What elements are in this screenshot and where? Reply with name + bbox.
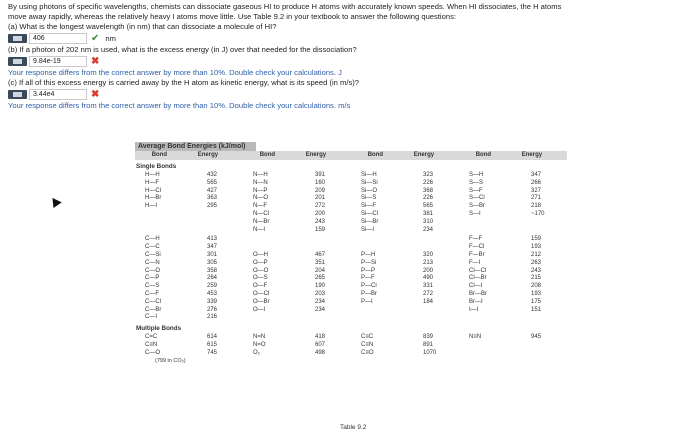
table-row: [459, 188, 567, 196]
table-row: [243, 291, 351, 299]
x-icon: ✖: [91, 55, 100, 67]
table-row: [459, 275, 567, 283]
bond-name: O—S: [253, 275, 268, 282]
table-row: [243, 268, 351, 276]
table-row: [459, 299, 567, 307]
single-bonds-section: [135, 172, 567, 322]
bond-name: N=O: [253, 341, 266, 348]
bond-block: [135, 334, 567, 363]
table-row: [135, 268, 243, 276]
bond-energy: 891: [423, 341, 434, 348]
bond-energy: 263: [531, 259, 542, 266]
bond-energy: 351: [315, 259, 326, 266]
table-row: [459, 260, 567, 268]
header-energy: Energy: [521, 152, 543, 158]
bond-column: [351, 172, 459, 234]
bond-name: C—O: [145, 267, 160, 274]
table-row: [351, 291, 459, 299]
table-row: [135, 314, 243, 322]
bond-energy: 565: [423, 203, 434, 210]
bond-name: C—Br: [145, 306, 162, 313]
bond-name: Si—O: [361, 187, 378, 194]
bond-energy: 184: [423, 298, 434, 305]
header-bond: Bond: [259, 152, 276, 158]
question-b: (b) If a photon of 202 nm is used, what is the excess energy (in J) over that needed for the dissociation?: [8, 45, 357, 54]
bond-block: [135, 172, 567, 234]
bond-energy: 175: [531, 298, 542, 305]
table-row: [351, 268, 459, 276]
bond-energy: 201: [315, 195, 326, 202]
bond-energy-table: [135, 142, 567, 364]
bond-energy: 413: [207, 236, 218, 243]
bond-name: Cl—Br: [469, 275, 487, 282]
answer-c-input[interactable]: 3.44e4: [29, 89, 87, 100]
table-row: [459, 180, 567, 188]
bond-energy: 839: [423, 334, 434, 341]
bond-energy: 565: [207, 179, 218, 186]
table-row: [243, 236, 351, 244]
bond-name: S—F: [469, 187, 483, 194]
bond-name: H—I: [145, 203, 157, 210]
bond-energy: 295: [207, 203, 218, 210]
table-row: [459, 236, 567, 244]
bond-energy: 271: [531, 195, 542, 202]
bond-name: Si—H: [361, 172, 377, 178]
table-row: [243, 244, 351, 252]
table-row: [351, 180, 459, 188]
bond-name: O—F: [253, 283, 268, 290]
bond-name: P—Si: [361, 259, 377, 266]
bond-energy: 208: [531, 283, 542, 290]
table-row: [135, 180, 243, 188]
table-row: [351, 227, 459, 235]
table-row: [351, 252, 459, 260]
table-row: [459, 268, 567, 276]
bond-column: [243, 172, 351, 234]
table-row: [135, 252, 243, 260]
bond-energy: 265: [315, 275, 326, 282]
bond-energy: 272: [315, 203, 326, 210]
check-icon: ✔: [91, 32, 100, 44]
bond-energy: 363: [207, 195, 218, 202]
bond-energy: 259: [207, 283, 218, 290]
bond-energy: 215: [531, 275, 542, 282]
bond-energy: ~170: [531, 210, 545, 217]
bond-name: N—Cl: [253, 210, 269, 217]
bond-name: C—Cl: [145, 298, 161, 305]
bond-name: F—F: [469, 236, 483, 243]
bond-name: Si—Cl: [361, 210, 379, 217]
table-row: [135, 188, 243, 196]
answer-row-b: [8, 56, 696, 67]
bond-name: S—Br: [469, 203, 486, 210]
answer-a-input[interactable]: 406: [29, 33, 87, 44]
table-row: [459, 334, 567, 342]
bond-name: C—N: [145, 259, 160, 266]
table-row: [135, 291, 243, 299]
bond-column: [351, 236, 459, 322]
single-bonds-label: Single Bonds: [136, 163, 177, 170]
table-row: [351, 211, 459, 219]
header-bond: Bond: [367, 152, 384, 158]
bond-column: [243, 236, 351, 322]
bond-energy: 945: [531, 334, 542, 341]
mouse-cursor-icon: [48, 195, 61, 208]
table-row: [135, 172, 243, 180]
bond-energy: 190: [315, 283, 326, 290]
bond-column: [459, 236, 567, 322]
bond-name: Si—S: [361, 195, 377, 202]
table-row: [243, 211, 351, 219]
table-row: [135, 350, 243, 358]
bond-name: O—O: [253, 267, 269, 274]
bond-energy: 347: [207, 244, 218, 251]
bond-name: C—I: [145, 314, 157, 321]
bond-energy: 218: [531, 203, 542, 210]
feedback-b: Your response differs from the correct answer by more than 10%. Double check your calculations. J: [8, 68, 342, 77]
bond-name: N—I: [253, 226, 265, 233]
table-row: [135, 275, 243, 283]
bond-name: F—I: [469, 259, 481, 266]
bond-energy: 193: [531, 290, 542, 297]
bond-energy: 323: [423, 172, 434, 178]
table-row: [135, 307, 243, 315]
table-row: [351, 244, 459, 252]
table-row: [351, 219, 459, 227]
bond-name: C—H: [145, 236, 160, 243]
bond-name: N≡N: [469, 334, 482, 341]
help-badge-icon[interactable]: [8, 90, 27, 99]
bond-energy: 234: [423, 226, 434, 233]
table-row: [243, 180, 351, 188]
bond-energy: 226: [423, 195, 434, 202]
bond-name: F—Cl: [469, 244, 485, 251]
help-badge-icon[interactable]: [8, 57, 27, 66]
bond-name: N—Br: [253, 218, 270, 225]
header-bond: Bond: [151, 152, 168, 158]
bond-block: [135, 236, 567, 322]
bond-name: [351, 236, 407, 244]
table-row: [351, 283, 459, 291]
table-title: Average Bond Energies (kJ/mol): [135, 142, 256, 151]
bond-name: H—Br: [145, 195, 162, 202]
table-row: [243, 227, 351, 235]
bond-energy: 745: [207, 349, 218, 356]
bond-name: Br—Br: [469, 290, 487, 297]
table-row: [243, 252, 351, 260]
answer-a-unit: nm: [105, 33, 116, 43]
intro-line-2: move away rapidly, whereas the relatively heavy I atoms move little. Use Table 9.2 in your textbook to answer the following questions:: [8, 12, 456, 21]
bond-energy: 209: [315, 187, 326, 194]
bond-name: O—Br: [253, 298, 270, 305]
bond-energy: 358: [207, 267, 218, 274]
bond-name: C—S: [145, 283, 160, 290]
answer-row-a: [8, 33, 696, 44]
bond-energy: 151: [531, 306, 542, 313]
table-row: [243, 307, 351, 315]
help-badge-icon[interactable]: [8, 34, 27, 43]
multiple-bonds-label: Multiple Bonds: [136, 325, 182, 333]
bond-energy: [299, 244, 351, 252]
table-header: [135, 151, 567, 160]
bond-name: C≡N: [361, 341, 374, 348]
table-row: [135, 334, 243, 342]
bond-name: O—P: [253, 259, 268, 266]
table-row: [459, 291, 567, 299]
bond-name: P—Br: [361, 290, 378, 297]
bond-column: [243, 334, 351, 363]
bond-name: [243, 244, 299, 252]
table-row: [351, 334, 459, 342]
bond-energy: 614: [207, 334, 218, 341]
header-energy: Energy: [413, 152, 435, 158]
bond-name: P—P: [361, 267, 376, 274]
bond-energy: 216: [207, 314, 218, 321]
bond-energy: 264: [207, 275, 218, 282]
table-row: [135, 244, 243, 252]
co2-note: (799 in CO₂): [155, 357, 186, 364]
bond-name: C—Si: [145, 251, 161, 258]
multiple-bonds-section: [135, 334, 567, 363]
table-row: [459, 195, 567, 203]
bond-name: N—H: [253, 172, 268, 178]
table-row: [351, 188, 459, 196]
bond-name: C—O: [145, 349, 160, 356]
bond-name: H—Cl: [145, 187, 161, 194]
bond-energy: [407, 244, 459, 252]
table-row: [351, 275, 459, 283]
bond-energy: 498: [315, 349, 326, 356]
bond-name: [243, 236, 299, 244]
bond-column: [135, 236, 243, 322]
bond-name: N—P: [253, 187, 268, 194]
bond-energy: 347: [531, 172, 542, 178]
bond-energy: 226: [423, 179, 434, 186]
table-row: [243, 203, 351, 211]
bond-name: H—F: [145, 179, 159, 186]
bond-energy: 305: [207, 259, 218, 266]
bond-column: [459, 334, 567, 363]
bond-name: O—I: [253, 306, 266, 313]
bond-energy: 159: [315, 226, 326, 233]
bond-name: C≡O: [361, 349, 374, 356]
table-row: [243, 350, 351, 358]
intro-line-1: By using photons of specific wavelengths, chemists can dissociate gaseous HI to produce H atoms with accurately known speeds. When HI dissociates, the H atoms: [8, 2, 562, 11]
header-energy: Energy: [197, 152, 219, 158]
table-row: [351, 299, 459, 307]
bond-energy: 339: [207, 298, 218, 305]
table-row: [459, 252, 567, 260]
bond-energy: 234: [315, 306, 326, 313]
bond-name: P—H: [361, 251, 376, 258]
bond-name: H—H: [145, 172, 160, 178]
feedback-c: Your response differs from the correct answer by more than 10%. Double check your calculations. m/s: [8, 101, 351, 110]
x-icon: ✖: [91, 88, 100, 100]
bond-energy: 607: [315, 341, 326, 348]
bond-energy: 234: [315, 298, 326, 305]
header-bond: Bond: [475, 152, 492, 158]
bond-energy: 467: [315, 251, 326, 258]
bond-name: S—S: [469, 179, 484, 186]
bond-energy: 243: [315, 218, 326, 225]
table-row: [243, 334, 351, 342]
table-row: [459, 172, 567, 180]
bond-energy: 391: [315, 172, 326, 178]
bond-name: P—F: [361, 275, 375, 282]
bond-name: N—N: [253, 179, 268, 186]
table-row: [135, 260, 243, 268]
bond-name: I—I: [469, 306, 479, 313]
bond-energy: 213: [423, 259, 434, 266]
bond-name: F—Br: [469, 251, 485, 258]
bond-name: S—I: [469, 210, 481, 217]
table-row: [135, 203, 243, 211]
bond-name: P—Cl: [361, 283, 377, 290]
bond-name: Br—I: [469, 298, 483, 305]
question-c: (c) If all of this excess energy is carried away by the H atom as kinetic energy, what is its speed (in m/s)?: [8, 78, 359, 87]
bond-column: [351, 334, 459, 363]
bond-energy: 427: [207, 187, 218, 194]
bond-name: N—O: [253, 195, 268, 202]
bond-energy: 490: [423, 275, 434, 282]
bond-energy: 276: [207, 306, 218, 313]
bond-energy: 301: [207, 251, 218, 258]
bond-name: Si—I: [361, 226, 375, 233]
answer-b-input[interactable]: 9.84e-19: [29, 56, 87, 67]
bond-name: O₂: [253, 349, 260, 356]
bond-name: S—Cl: [469, 195, 485, 202]
table-row: [243, 172, 351, 180]
bond-name: Cl—Cl: [469, 267, 487, 274]
table-row: [351, 203, 459, 211]
bond-energy: 418: [315, 334, 326, 341]
bond-name: C=C: [145, 334, 158, 341]
bond-energy: 160: [315, 179, 326, 186]
bond-energy: 368: [423, 187, 434, 194]
bond-name: Si—Br: [361, 218, 379, 225]
bond-energy: 203: [315, 290, 326, 297]
bond-name: P—I: [361, 298, 373, 305]
bond-energy: 200: [315, 210, 326, 217]
bond-energy: [299, 236, 351, 244]
bond-name: S—H: [469, 172, 484, 178]
table-row: [135, 299, 243, 307]
bond-energy: 432: [207, 172, 218, 178]
table-row: [459, 203, 567, 211]
bond-energy: 331: [423, 283, 434, 290]
bond-column: [459, 172, 567, 234]
bond-name: N=N: [253, 334, 266, 341]
bond-name: C≡C: [361, 334, 374, 341]
bond-name: Si—F: [361, 203, 376, 210]
question-a: (a) What is the longest wavelength (in nm) that can dissociate a molecule of HI?: [8, 22, 277, 31]
bond-energy: 200: [423, 267, 434, 274]
bond-energy: 272: [423, 290, 434, 297]
bond-name: O—Cl: [253, 290, 270, 297]
table-row: [459, 307, 567, 315]
bond-name: N—F: [253, 203, 267, 210]
bond-name: O—H: [253, 251, 268, 258]
table-row: [351, 342, 459, 350]
table-row: [243, 342, 351, 350]
table-row: [459, 283, 567, 291]
bond-energy: 266: [531, 179, 542, 186]
table-row: [243, 188, 351, 196]
bond-energy: 243: [531, 267, 542, 274]
table-row: [243, 195, 351, 203]
header-energy: Energy: [305, 152, 327, 158]
bond-column: [135, 172, 243, 234]
bond-name: Si—Si: [361, 179, 378, 186]
bond-name: C—F: [145, 290, 159, 297]
answer-row-c: [8, 89, 696, 100]
bond-energy: 310: [423, 218, 434, 225]
bond-column: [135, 334, 243, 363]
bond-name: [351, 244, 407, 252]
bond-name: C≡N: [145, 341, 158, 348]
bond-energy: 193: [531, 244, 542, 251]
bond-energy: 204: [315, 267, 326, 274]
table-row: [135, 236, 243, 244]
problem-statement: [8, 2, 696, 111]
table-row: [351, 236, 459, 244]
bond-name: C—C: [145, 244, 160, 251]
table-row: [243, 260, 351, 268]
bond-energy: 453: [207, 290, 218, 297]
bond-energy: 159: [531, 236, 542, 243]
bond-energy: [407, 236, 459, 244]
bond-name: C—P: [145, 275, 160, 282]
table-row: [351, 172, 459, 180]
bond-name: Cl—I: [469, 283, 483, 290]
table-row: [459, 244, 567, 252]
table-row: [459, 211, 567, 219]
table-row: [243, 275, 351, 283]
table-caption: Table 9.2: [340, 424, 367, 431]
table-row: [135, 195, 243, 203]
table-row: [351, 260, 459, 268]
bond-energy: 212: [531, 251, 542, 258]
bond-energy: 1070: [423, 349, 437, 356]
bond-energy: 615: [207, 341, 218, 348]
table-row: [135, 283, 243, 291]
table-row: [243, 283, 351, 291]
bond-energy: 327: [531, 187, 542, 194]
table-row: [243, 219, 351, 227]
bond-energy: 320: [423, 251, 434, 258]
table-row: [243, 299, 351, 307]
table-row: [351, 350, 459, 358]
bond-energy: 381: [423, 210, 434, 217]
table-row: [351, 195, 459, 203]
table-row: [135, 342, 243, 350]
